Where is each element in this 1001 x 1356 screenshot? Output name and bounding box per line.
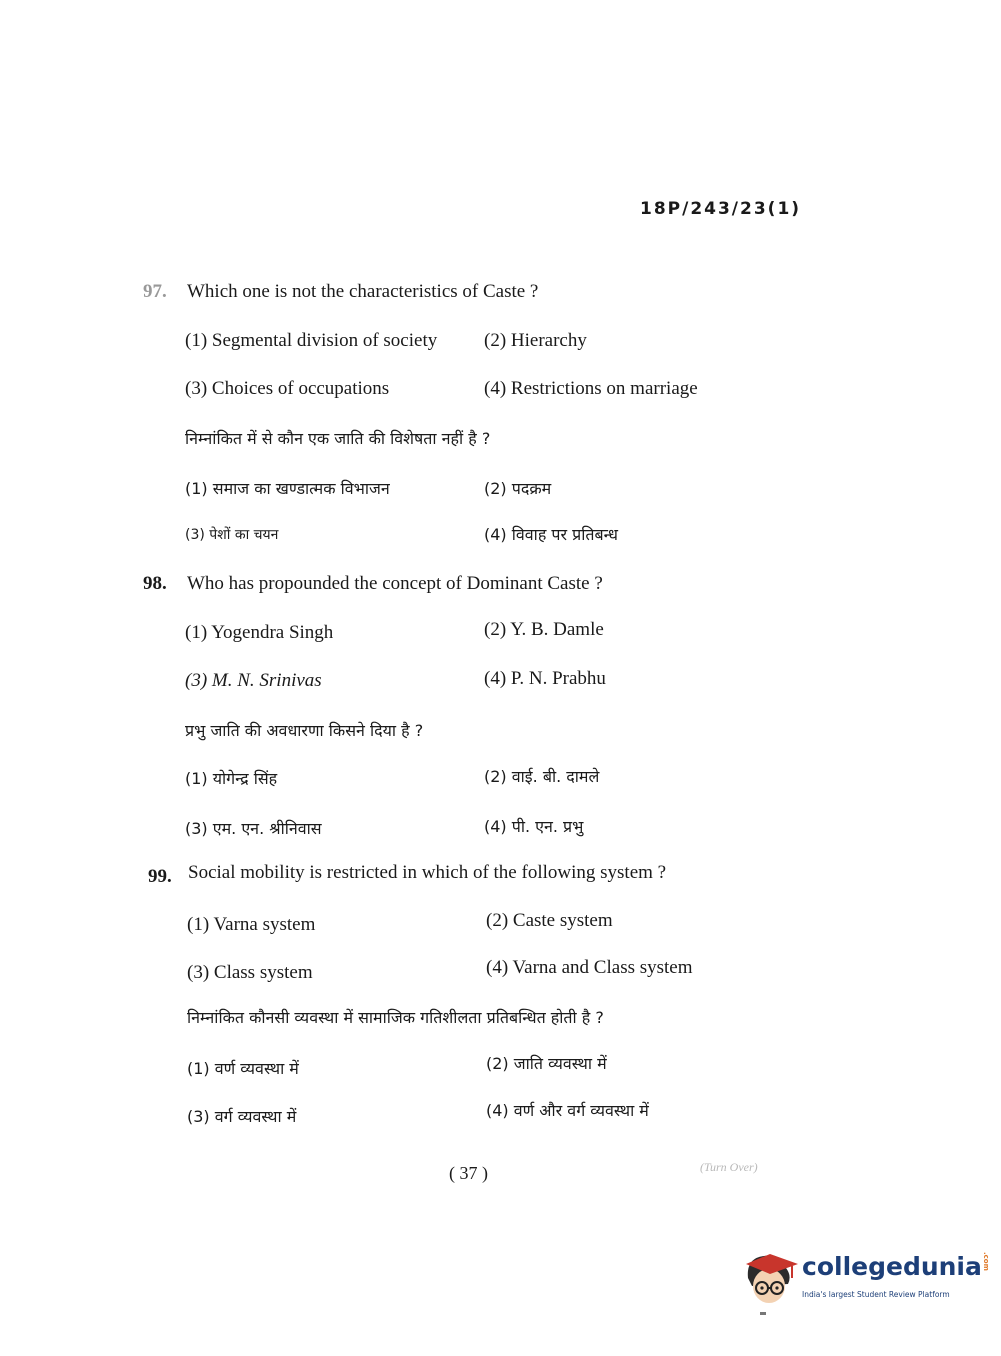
option-4-hi: (4) विवाह पर प्रतिबन्ध xyxy=(484,525,618,544)
question-text-hi: निम्नांकित कौनसी व्यवस्था में सामाजिक गतिशीलता प्रतिबन्धित होती है ? xyxy=(187,1008,604,1027)
option-3-en: (3) Choices of occupations xyxy=(185,378,390,399)
brand-tagline: India's largest Student Review Platform xyxy=(802,1290,950,1299)
option-1-en: (1) Yogendra Singh xyxy=(185,622,334,643)
option-1-hi: (1) वर्ण व्यवस्था में xyxy=(187,1059,299,1078)
question-text-en: Who has propounded the concept of Dominant Caste ? xyxy=(187,573,603,594)
option-3-hi: (3) वर्ग व्यवस्था में xyxy=(187,1107,297,1126)
option-3-en: (3) M. N. Srinivas xyxy=(185,670,322,691)
question-text-hi: प्रभु जाति की अवधारणा किसने दिया है ? xyxy=(185,721,424,740)
paper-code: 18P/243/23(1) xyxy=(640,199,802,219)
mascot-icon xyxy=(740,1248,800,1308)
option-4-en: (4) Restrictions on marriage xyxy=(484,378,698,399)
option-2-hi: (2) जाति व्यवस्था में xyxy=(486,1054,607,1073)
scan-mark xyxy=(760,1312,766,1315)
option-2-en: (2) Y. B. Damle xyxy=(484,619,604,640)
brand-name xyxy=(802,1252,990,1281)
page-number: ( 37 ) xyxy=(449,1163,488,1183)
option-1-hi: (1) समाज का खण्डात्मक विभाजन xyxy=(185,479,390,498)
collegedunia-watermark xyxy=(740,1248,990,1318)
option-3-en: (3) Class system xyxy=(187,962,313,983)
option-1-en: (1) Varna system xyxy=(187,914,316,935)
question-text-hi: निम्नांकित में से कौन एक जाति की विशेषता नहीं है ? xyxy=(185,429,491,448)
option-1-en: (1) Segmental division of society xyxy=(185,330,438,351)
option-2-en: (2) Hierarchy xyxy=(484,330,587,351)
option-4-en: (4) P. N. Prabhu xyxy=(484,668,606,689)
question-text-en: Social mobility is restricted in which of the following system ? xyxy=(188,862,667,883)
option-2-hi: (2) वाई. बी. दामले xyxy=(484,767,600,786)
option-4-en: (4) Varna and Class system xyxy=(486,957,693,978)
option-2-en: (2) Caste system xyxy=(486,910,613,931)
question-number: 99. xyxy=(148,866,172,887)
brand-text: collegedunia xyxy=(802,1252,982,1281)
question-number: 97. xyxy=(143,281,167,302)
option-3-hi: (3) एम. एन. श्रीनिवास xyxy=(185,819,322,838)
question-text-en: Which one is not the characteristics of Caste ? xyxy=(187,281,539,302)
option-2-hi: (2) पदक्रम xyxy=(484,479,552,498)
question-number: 98. xyxy=(143,573,167,594)
option-4-hi: (4) वर्ण और वर्ग व्यवस्था में xyxy=(486,1101,649,1120)
option-1-hi: (1) योगेन्द्र सिंह xyxy=(185,769,278,788)
option-4-hi: (4) पी. एन. प्रभु xyxy=(484,817,584,836)
brand-dotcom: .com xyxy=(981,1252,990,1271)
option-3-hi: (3) पेशों का चयन xyxy=(185,527,279,543)
turn-over-note: (Turn Over) xyxy=(700,1160,758,1174)
